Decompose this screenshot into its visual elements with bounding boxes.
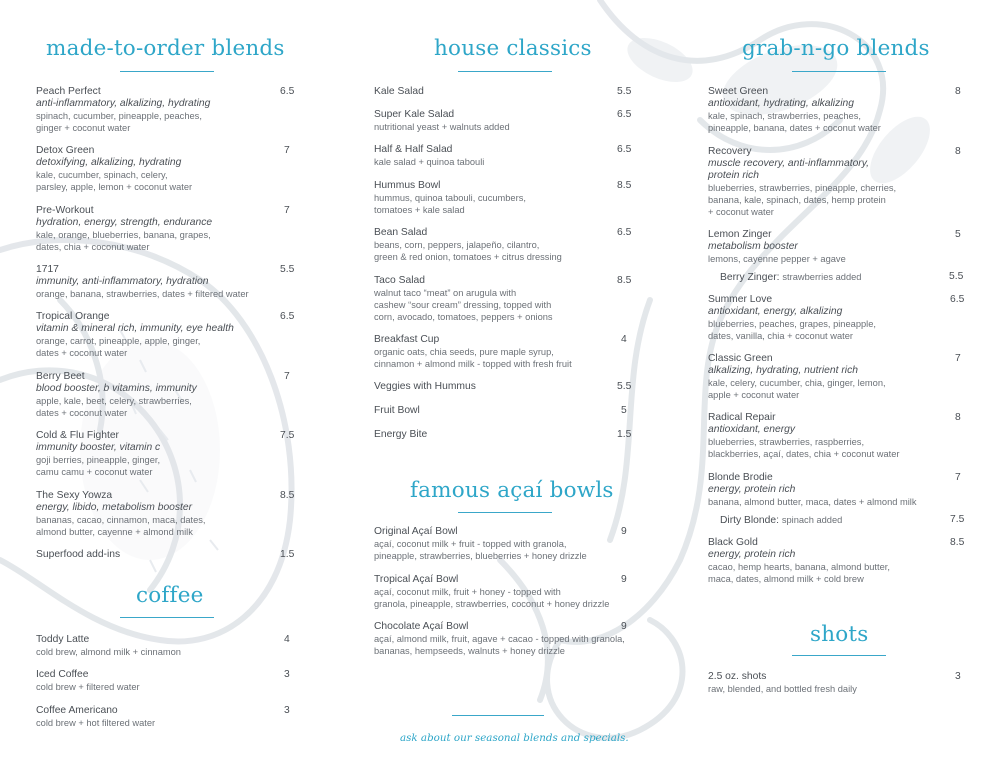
item-name: Energy Bite xyxy=(374,429,428,440)
item-name: Cold & Flu Fighter xyxy=(36,430,119,441)
item-ingredients: dates + coconut water xyxy=(36,348,128,358)
item-price: 8.5 xyxy=(280,490,295,501)
item-ingredients: nutritional yeast + walnuts added xyxy=(374,122,510,132)
item-ingredients: strawberries added xyxy=(782,272,862,282)
item-ingredients: bananas, hempseeds, walnuts + honey drizzle xyxy=(374,646,565,656)
item-ingredients: parsley, apple, lemon + coconut water xyxy=(36,182,193,192)
item-ingredients: ginger + coconut water xyxy=(36,123,131,133)
item-price: 8.5 xyxy=(617,180,632,191)
item-ingredients: dates, chia + coconut water xyxy=(36,242,150,252)
section-divider xyxy=(458,71,552,72)
item-name: Kale Salad xyxy=(374,86,424,97)
item-price: 3 xyxy=(284,669,290,680)
item-price: 9 xyxy=(621,526,627,537)
item-price: 8 xyxy=(955,146,961,157)
item-name: Toddy Latte xyxy=(36,634,90,645)
menu-item-half-half-salad xyxy=(374,144,644,168)
menu-item-super-kale-salad xyxy=(374,109,644,133)
item-name: Chocolate Açaí Bowl xyxy=(374,621,469,632)
item-name: Classic Green xyxy=(708,353,773,364)
item-ingredients: açaí, coconut milk, fruit + honey - topped with xyxy=(374,587,561,597)
item-price: 6.5 xyxy=(280,311,295,322)
item-ingredients: açaí, almond milk, fruit, agave + cacao - topped with granola, xyxy=(374,634,625,644)
menu-item-kale-salad xyxy=(374,86,644,98)
item-price: 6.5 xyxy=(950,294,965,305)
item-ingredients: cold brew, almond milk + cinnamon xyxy=(36,647,181,657)
item-ingredients: hummus, quinoa tabouli, cucumbers, xyxy=(374,193,526,203)
item-name: Hummus Bowl xyxy=(374,180,441,191)
menu-item-energy-bite xyxy=(374,429,644,441)
item-price: 7.5 xyxy=(950,514,965,525)
menu-item-peach-perfect xyxy=(36,86,294,134)
item-name: Radical Repair xyxy=(708,412,776,423)
section-divider xyxy=(792,655,886,656)
item-ingredients: + coconut water xyxy=(708,207,774,217)
section-title-house-classics: house classics xyxy=(434,36,592,61)
item-name: Summer Love xyxy=(708,294,773,305)
menu-item-cold-flu-fighter xyxy=(36,430,294,478)
item-ingredients: lemons, cayenne pepper + agave xyxy=(708,254,846,264)
item-name: 2.5 oz. shots xyxy=(708,671,767,682)
menu-item-veggies-hummus xyxy=(374,381,644,393)
section-title-made-to-order: made-to-order blends xyxy=(46,36,285,61)
item-name: Tropical Açaí Bowl xyxy=(374,574,459,585)
item-name: Black Gold xyxy=(708,537,758,548)
item-variant-line xyxy=(720,514,970,527)
footer-note: ask about our seasonal blends and specials. xyxy=(400,732,629,744)
item-price: 5.5 xyxy=(617,86,632,97)
item-name: Blonde Brodie xyxy=(708,472,773,483)
item-ingredients: cold brew + filtered water xyxy=(36,682,140,692)
menu-item-taco-salad xyxy=(374,275,644,323)
item-ingredients: almond butter, cayenne + almond milk xyxy=(36,527,193,537)
item-ingredients: apple + coconut water xyxy=(708,390,800,400)
item-ingredients: bananas, cacao, cinnamon, maca, dates, xyxy=(36,515,206,525)
item-ingredients: green & red onion, tomatoes + citrus dressing xyxy=(374,252,562,262)
item-variant-line xyxy=(720,271,970,284)
item-price: 4 xyxy=(621,334,627,345)
item-ingredients: raw, blended, and bottled fresh daily xyxy=(708,684,857,694)
item-name: Original Açaí Bowl xyxy=(374,526,458,537)
item-price: 3 xyxy=(284,705,290,716)
item-ingredients: açaí, coconut milk + fruit - topped with granola, xyxy=(374,539,567,549)
item-benefits: muscle recovery, anti-inflammatory, xyxy=(708,158,869,169)
section-title-acai-bowls: famous açaí bowls xyxy=(410,478,614,503)
item-price: 7.5 xyxy=(280,430,295,441)
item-ingredients: corn, avocado, tomatoes, peppers + onions xyxy=(374,312,553,322)
item-ingredients: orange, banana, strawberries, dates + filtered water xyxy=(36,289,249,299)
item-ingredients: tomatoes + kale salad xyxy=(374,205,465,215)
item-name: Peach Perfect xyxy=(36,86,101,97)
menu-item-chocolate-acai xyxy=(374,621,644,657)
item-benefits: immunity, anti-inflammatory, hydration xyxy=(36,276,209,287)
item-name: Half & Half Salad xyxy=(374,144,453,155)
item-ingredients: kale, cucumber, spinach, celery, xyxy=(36,170,168,180)
menu-item-bean-salad xyxy=(374,227,644,263)
item-name: 1717 xyxy=(36,264,59,275)
item-name: Breakfast Cup xyxy=(374,334,440,345)
menu-item-dirty-blonde xyxy=(720,514,970,527)
item-price: 1.5 xyxy=(617,429,632,440)
item-ingredients: pineapple, banana, dates + coconut water xyxy=(708,123,881,133)
menu-item-pre-workout xyxy=(36,205,294,253)
item-benefits: antioxidant, hydrating, alkalizing xyxy=(708,98,854,109)
item-price: 8 xyxy=(955,412,961,423)
item-ingredients: maca, dates, almond milk + cold brew xyxy=(708,574,864,584)
item-ingredients: goji berries, pineapple, ginger, xyxy=(36,455,161,465)
item-ingredients: camu camu + coconut water xyxy=(36,467,153,477)
item-benefits: vitamin & mineral rich, immunity, eye health xyxy=(36,323,234,334)
item-price: 5 xyxy=(621,405,627,416)
item-name: Berry Zinger: xyxy=(720,272,780,283)
menu-item-classic-green xyxy=(708,353,970,401)
item-ingredients: cold brew + hot filtered water xyxy=(36,718,156,728)
menu-item-original-acai xyxy=(374,526,644,562)
item-name: Taco Salad xyxy=(374,275,425,286)
item-name: Recovery xyxy=(708,146,752,157)
item-name: Super Kale Salad xyxy=(374,109,455,120)
menu-item-berry-beet xyxy=(36,371,294,419)
item-benefits: hydration, energy, strength, endurance xyxy=(36,217,213,228)
item-ingredients: cinnamon + almond milk - topped with fresh fruit xyxy=(374,359,572,369)
item-ingredients: orange, carrot, pineapple, apple, ginger, xyxy=(36,336,201,346)
section-divider xyxy=(120,617,214,618)
item-ingredients: banana, kale, spinach, dates, hemp protein xyxy=(708,195,886,205)
item-price: 5.5 xyxy=(280,264,295,275)
item-benefits: detoxifying, alkalizing, hydrating xyxy=(36,157,182,168)
item-price: 7 xyxy=(284,145,290,156)
item-ingredients: dates, vanilla, chia + coconut water xyxy=(708,331,853,341)
item-ingredients: kale, spinach, strawberries, peaches, xyxy=(708,111,861,121)
menu-item-superfood-addins xyxy=(36,549,294,561)
item-ingredients: spinach, cucumber, pineapple, peaches, xyxy=(36,111,202,121)
menu-item-recovery xyxy=(708,146,970,218)
item-ingredients: organic oats, chia seeds, pure maple syrup, xyxy=(374,347,554,357)
item-benefits: immunity booster, vitamin c xyxy=(36,442,161,453)
item-ingredients: apple, kale, beet, celery, strawberries, xyxy=(36,396,192,406)
menu-item-breakfast-cup xyxy=(374,334,644,370)
item-price: 6.5 xyxy=(280,86,295,97)
item-price: 9 xyxy=(621,574,627,585)
item-name: Lemon Zinger xyxy=(708,229,772,240)
section-title-grab-n-go: grab-n-go blends xyxy=(742,36,930,61)
footer-divider xyxy=(452,715,544,716)
item-price: 7 xyxy=(284,371,290,382)
section-divider xyxy=(458,512,552,513)
item-benefits: blood booster, b vitamins, immunity xyxy=(36,383,197,394)
menu-item-toddy-latte xyxy=(36,634,294,658)
item-price: 3 xyxy=(955,671,961,682)
section-title-coffee: coffee xyxy=(136,583,204,608)
item-ingredients: blueberries, strawberries, pineapple, cherries, xyxy=(708,183,897,193)
item-benefits: energy, protein rich xyxy=(708,484,796,495)
item-price: 5.5 xyxy=(617,381,632,392)
menu-item-detox-green xyxy=(36,145,294,193)
menu-item-blonde-brodie xyxy=(708,472,970,508)
item-price: 6.5 xyxy=(617,144,632,155)
item-ingredients: banana, almond butter, maca, dates + almond milk xyxy=(708,497,917,507)
item-name: Fruit Bowl xyxy=(374,405,420,416)
item-name: Veggies with Hummus xyxy=(374,381,476,392)
menu-item-tropical-acai xyxy=(374,574,644,610)
item-ingredients: pineapple, strawberries, blueberries + honey drizzle xyxy=(374,551,587,561)
item-name: Bean Salad xyxy=(374,227,428,238)
menu-item-fruit-bowl xyxy=(374,405,644,417)
menu-item-lemon-zinger xyxy=(708,229,970,265)
item-name: Iced Coffee xyxy=(36,669,89,680)
menu-item-summer-love xyxy=(708,294,970,342)
item-price: 6.5 xyxy=(617,109,632,120)
menu-item-shots xyxy=(708,671,970,695)
menu-item-sweet-green xyxy=(708,86,970,134)
item-ingredients: cacao, hemp hearts, banana, almond butter, xyxy=(708,562,890,572)
item-name: Sweet Green xyxy=(708,86,769,97)
item-name: Tropical Orange xyxy=(36,311,110,322)
item-ingredients: blackberries, açaí, dates, chia + coconut water xyxy=(708,449,900,459)
item-price: 4 xyxy=(284,634,290,645)
item-price: 5 xyxy=(955,229,961,240)
item-price: 8 xyxy=(955,86,961,97)
item-benefits: alkalizing, hydrating, nutrient rich xyxy=(708,365,858,376)
item-price: 5.5 xyxy=(949,271,964,282)
item-ingredients: dates + coconut water xyxy=(36,408,128,418)
item-price: 7 xyxy=(284,205,290,216)
item-price: 9 xyxy=(621,621,627,632)
section-title-shots: shots xyxy=(810,622,869,647)
item-price: 6.5 xyxy=(617,227,632,238)
item-ingredients: kale salad + quinoa tabouli xyxy=(374,157,485,167)
section-divider xyxy=(792,71,886,72)
item-ingredients: kale, celery, cucumber, chia, ginger, lemon, xyxy=(708,378,886,388)
menu-item-coffee-americano xyxy=(36,705,294,729)
item-benefits: antioxidant, energy xyxy=(708,424,796,435)
item-ingredients: cashew “sour cream” dressing, topped with xyxy=(374,300,552,310)
item-ingredients: kale, orange, blueberries, banana, grapes, xyxy=(36,230,211,240)
section-divider xyxy=(120,71,214,72)
item-price: 7 xyxy=(955,472,961,483)
item-price: 1.5 xyxy=(280,549,295,560)
item-ingredients: spinach added xyxy=(781,515,843,525)
item-benefits: metabolism booster xyxy=(708,241,798,252)
item-ingredients: walnut taco “meat” on arugula with xyxy=(374,288,517,298)
item-price: 8.5 xyxy=(950,537,965,548)
item-ingredients: beans, corn, peppers, jalapeño, cilantro, xyxy=(374,240,540,250)
menu-item-black-gold xyxy=(708,537,970,585)
item-benefits: energy, libido, metabolism booster xyxy=(36,502,193,513)
menu-item-hummus-bowl xyxy=(374,180,644,216)
item-name: Detox Green xyxy=(36,145,95,156)
item-name: Coffee Americano xyxy=(36,705,118,716)
item-benefits: energy, protein rich xyxy=(708,549,796,560)
item-ingredients: blueberries, peaches, grapes, pineapple, xyxy=(708,319,876,329)
menu-item-sexy-yowza xyxy=(36,490,294,538)
menu-item-berry-zinger xyxy=(720,271,970,284)
item-price: 7 xyxy=(955,353,961,364)
item-benefits: antioxidant, energy, alkalizing xyxy=(708,306,843,317)
menu-item-tropical-orange xyxy=(36,311,294,359)
menu-item-iced-coffee xyxy=(36,669,294,693)
item-name: The Sexy Yowza xyxy=(36,490,113,501)
item-benefits: anti-inflammatory, alkalizing, hydrating xyxy=(36,98,211,109)
item-ingredients: blueberries, strawberries, raspberries, xyxy=(708,437,865,447)
item-name: Berry Beet xyxy=(36,371,85,382)
item-benefits: protein rich xyxy=(708,170,759,181)
item-ingredients: granola, pineapple, strawberries, coconut + honey drizzle xyxy=(374,599,610,609)
item-name: Superfood add-ins xyxy=(36,549,121,560)
item-name: Pre-Workout xyxy=(36,205,94,216)
item-price: 8.5 xyxy=(617,275,632,286)
item-name: Dirty Blonde: xyxy=(720,515,779,526)
menu-item-1717 xyxy=(36,264,294,300)
menu-item-radical-repair xyxy=(708,412,970,460)
